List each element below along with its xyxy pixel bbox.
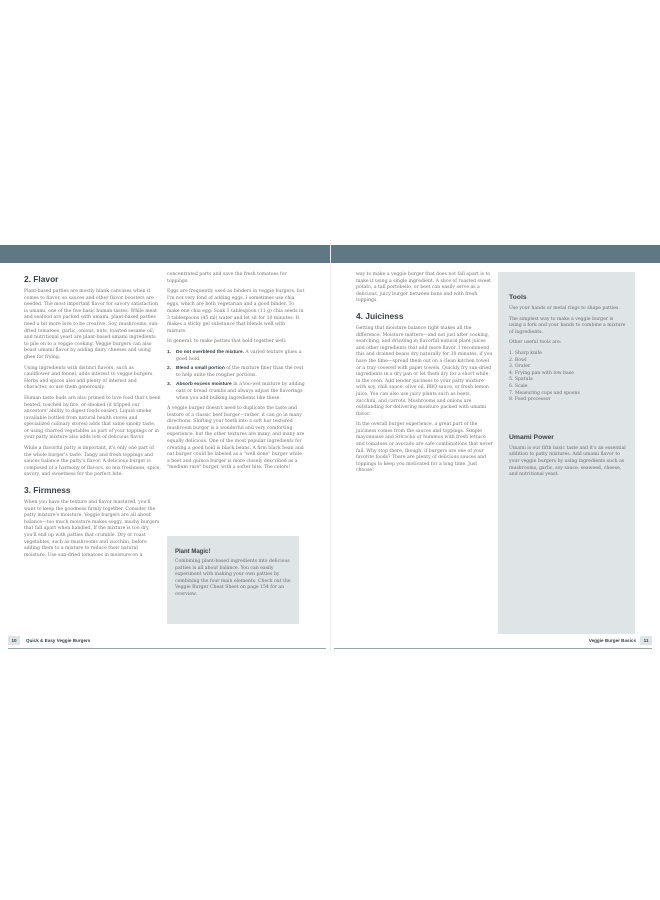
list-item [167,382,305,402]
step-lead: Blend a small portion [176,366,225,372]
flavor-heading: 2. Flavor [24,274,59,284]
list-item: 2. Bowl [509,357,527,363]
book-spine [330,240,331,652]
right-page-number: 11 [640,636,652,645]
list-item: 3. Grater [509,364,531,370]
list-item [167,366,305,379]
list-item: 6. Scale [509,383,528,389]
plant-magic-text: Combining plant-based ingredients into delicious patties is all about balance. You can easily experiment with making your own patties by combining the four main elements. Check out the Veggie Burger Cheat Sheet on page 154 for an overview. [175,559,291,597]
right-paragraph-1: way to make a veggie burger that does not fall apart is to make it using a single ingredient. A slice of roasted sweet potato, a tall portobello, or beet can easily serve as a delicious, juicy burger between buns and with fresh toppings. [356,272,492,304]
flavor-paragraph-2: Using ingredients with distinct flavors, such as cauliflower and fennel, adds interest to veggie burgers. Herbs and spices also add plenty of interest and character, so use them generously. [24,365,154,391]
left-page-column-2 [167,272,305,476]
tools-paragraph: The simplest way to make a veggie burger is using a fork and your hands to combine a mixture of ingredients. [509,316,626,335]
step-number: 2. [167,366,172,372]
right-running-head: Veggie Burger Basics [588,638,636,643]
juiciness-heading: 4. Juiciness [356,310,404,321]
left-page-footer [8,636,326,649]
step-lead: Do not overblend the mixture. [176,349,244,355]
list-item [167,350,305,363]
left-running-head: Quick & Easy Veggie Burgers [26,638,91,643]
tools-list [509,351,627,404]
middle-paragraph-3: In general, to make patties that hold together well: [167,339,287,345]
flavor-paragraph-1: Plant-based patties are mostly blank canvases when it comes to flavor, so sauces and other flavor boosters are needed. The most important flavor for savory satisfaction is umami, one of the five basic human tastes. While meat and seafood are packed with umami, plant-based patties need a bit more love to be creative. Soy, mushrooms, sun-dried tomatoes, garlic, onions, nuts, toasted sesame oil, and nutritional yeast are plant-based umami ingredients to pile on to a veggie cooking. Veggie burgers can also boast umami flavor by adding dairy cheeses and using ghee for frying. [24,289,159,360]
right-page-footer [334,636,652,649]
list-item: 1. Sharp knife [509,350,542,356]
step-number: 3. [167,382,172,388]
middle-paragraph-2: Eggs are frequently used as binders in veggie burgers, but I'm not very fond of adding eggs. I sometimes use chia eggs, which are both vegetarian and a good binder. To make one chia egg: Soak 1 tablespoon (11 g) chia seeds in 3 tablespoons (45 ml) water and let sit for 10 minutes. It makes a sticky gel substance that blends well with mixture. [167,289,305,334]
umami-power-heading: Umami Power [509,433,554,441]
tools-sidebar [498,272,635,634]
step-text: in a too-wet mixture by adding oats or bread crumbs and always adjust the flavorings when you add bulking ingredients like these. [176,382,305,401]
middle-paragraph-1: concentrated parts and save the fresh tomatoes for toppings. [167,272,287,284]
tools-list-label: Other useful tools are: [509,340,562,346]
step-lead: Absorb excess moisture [176,382,232,388]
left-page-number: 10 [8,636,20,645]
step-text: of the mixture finer than the rest to help unite the rougher portions. [176,366,304,378]
firmness-heading: 3. Firmness [24,485,71,496]
right-page-column-1 [356,272,493,479]
step-text: A varied texture glues a good hold. [176,349,302,362]
left-page-column-1 [24,272,161,563]
patty-steps-list [167,350,305,402]
firmness-paragraph: When you have the texture and flavor mastered, you'll want to keep the goodness firmly together. Consider the patty mixture's moisture. Veggie burgers are all about balance—too much moisture makes soggy, mushy burgers that fall apart when handled. If the mixture is too dry, you'll end up with patties that crumble. Dry or roast vegetables, such as mushrooms and zucchini, before adding them to a mixture to reduce their natural moisture. Use sun-dried tomatoes in moisture on a [24,500,160,558]
tools-intro: Use your hands or metal rings to shape patties. [509,306,620,311]
list-item: 7. Measuring cups and spoons [509,390,580,396]
umami-power-text: Umami is our fifth basic taste and it's an essential addition to patty mixtures. Add umami flavor to your veggie burgers by using ingredients such as mushrooms, garlic, soy sauce, seaweed, cheese, and nutritional yeast. [509,445,626,478]
juiciness-paragraph-1: Getting that moisture balance right makes all the difference. Moisture matters—and not just after cooking, searching, and drizzling in flavorful natural plant juices and other ingredients that add more flavor. I recommend this and drained beans dry naturally for 30 minutes, if you have the time—spread them out on a clean kitchen towel or a tray covered with paper towels. Quickly fry sun-dried ingredients in a dry pan or let them dry for a short while in the oven. Add tender juiciness to your patty mixture with soy, chili sauce, olive oil, BBQ sauce, or fresh lemon juice. You can also use juicy plants such as beets, zucchini, and carrots. Mushrooms and onions are outstanding for delivering moisture packed with umami flavor. [356,325,493,417]
juiciness-paragraph-2: In the overall burger experience, a great part of the juiciness comes from the sauces and toppings. Simple mayonnaise and Sriracha or hummus with fresh lettuce and tomatoes or avocado are safe combinations that never fail. Why stop there, though, if burgers are one of your favorite foods? There are plenty of delicious sauces and toppings to keep you motivated for a long time. Just choose! [356,422,493,474]
tools-heading: Tools [509,294,527,301]
list-item: 5. Spatula [509,377,533,383]
flavor-paragraph-4: While a flavorful patty is important, it's only one part of the whole burger's taste. Tangy and fresh toppings and sauces balance the patty's flavor. A delicious burger is composed of a harmony of flavors, so mix freshness, spice, savory, and sweetness for the perfect bite. [24,446,161,478]
list-item: 8. Food processor [509,397,551,403]
middle-paragraph-4: A veggie burger doesn't need to duplicate the taste and texture of a classic beef burger—rather, it can go in many directions. Shifting your teeth into a soft bar textured mushroom burger is a wonderful and very comforting experience, but the other textures are many, and many are equally delicious. One of the most popular ingredients for creating a good hold is black beans. A firm black bean and oat burger could be labeled as a "well done" burger while a beet and quinoa burger is more closely described as a "medium rare" burger, with a softer bite. The colors! [167,406,305,471]
step-number: 1. [167,349,172,355]
plant-magic-sidebar [167,536,299,624]
flavor-paragraph-3: Human taste buds are also primed to love food that's been heated, touched by fire, or smoked (it tripped our ancestors' ability to digest foods easier). Liquid smoke (available bottled from natural health stores and specialized culinary stores) adds that same smoky taste, or using charred vegetables as part of your toppings or in your patty mixture also adds lots of delicious flavor. [24,395,161,441]
plant-magic-heading: Plant Magic! [175,549,211,555]
list-item: 4. Frying pan with low base [509,370,574,376]
